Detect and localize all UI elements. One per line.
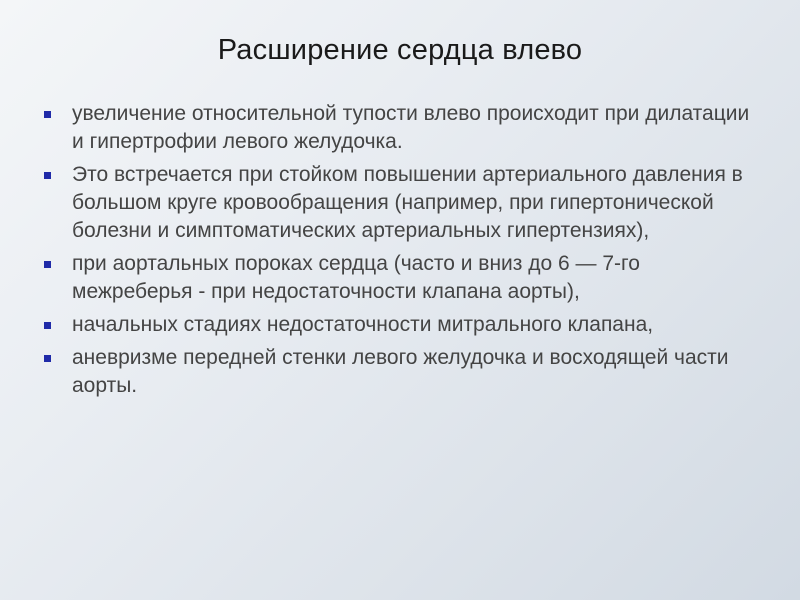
- square-bullet-icon: [44, 261, 51, 268]
- bullet-text: при аортальных пороках сердца (часто и вниз до 6 — 7-го межреберья - при недостаточности клапана аорты),: [72, 252, 640, 303]
- list-item: [40, 250, 760, 306]
- bullet-list: [40, 100, 760, 405]
- list-item: [40, 344, 760, 400]
- list-item: [40, 100, 760, 156]
- bullet-text: начальных стадиях недостаточности митрального клапана,: [72, 313, 654, 336]
- square-bullet-icon: [44, 172, 51, 179]
- square-bullet-icon: [44, 355, 51, 362]
- list-item: [40, 161, 760, 245]
- square-bullet-icon: [44, 111, 51, 118]
- slide-title: Расширение сердца влево: [217, 34, 583, 66]
- bullet-text: увеличение относительной тупости влево происходит при дилатации и гипертрофии левого желудочка.: [72, 102, 750, 153]
- bullet-text: Это встречается при стойком повышении артериального давления в большом круге кровообращения (например, при гипертонической болезни и симптоматических артериальных гипертензиях),: [72, 163, 743, 242]
- list-item: [40, 311, 760, 339]
- square-bullet-icon: [44, 322, 51, 329]
- bullet-text: аневризме передней стенки левого желудочка и восходящей части аорты.: [72, 346, 729, 397]
